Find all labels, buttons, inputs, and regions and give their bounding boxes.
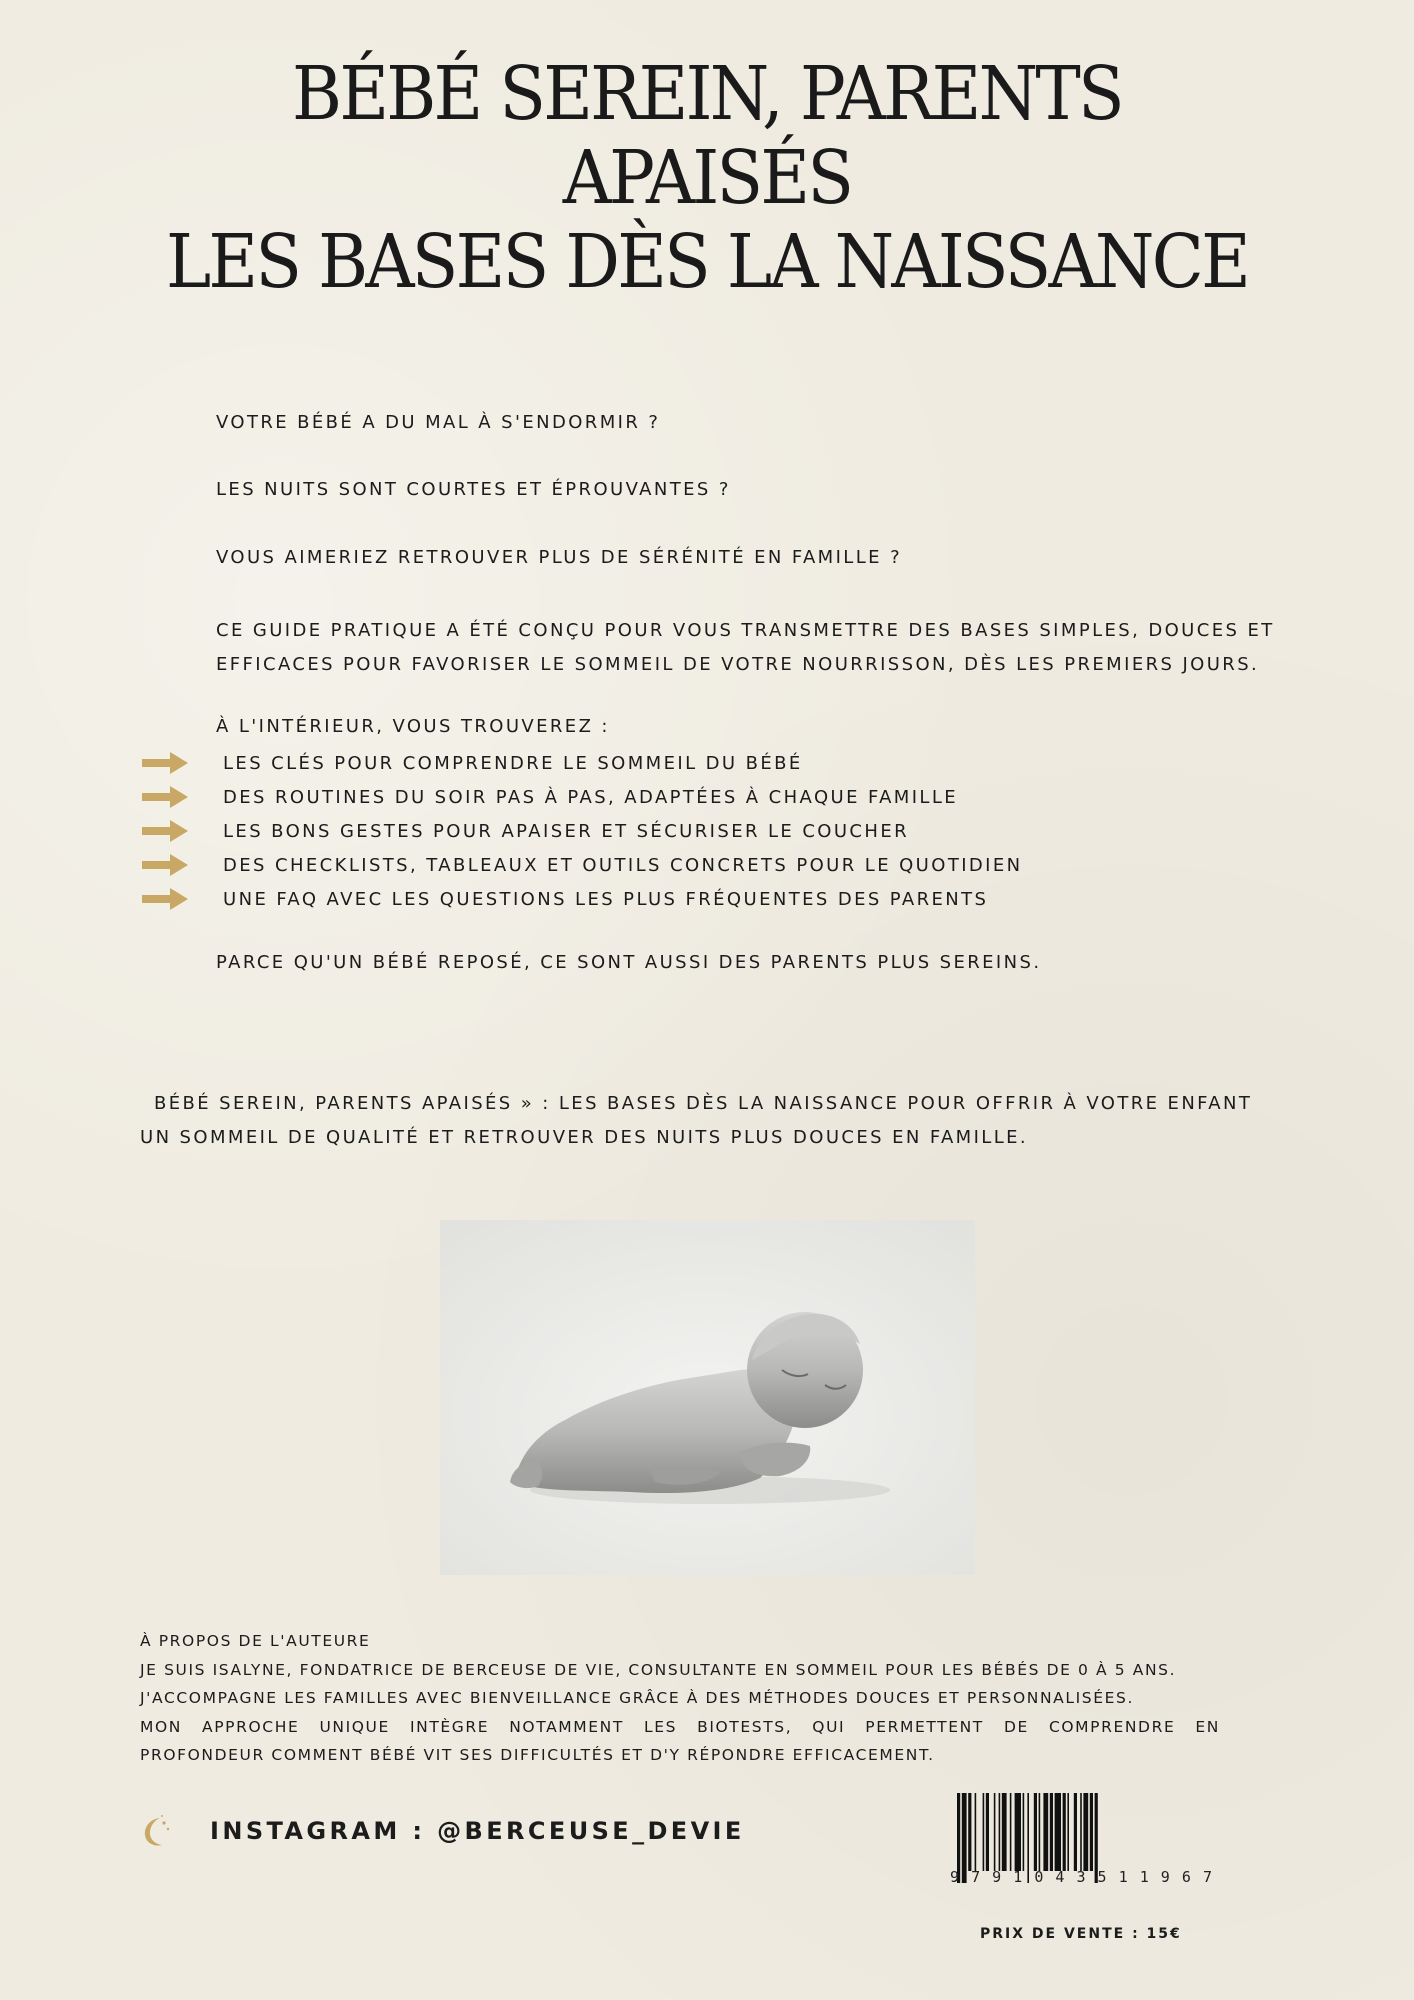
- arrow-right-icon: [140, 751, 190, 775]
- question-3: VOUS AIMERIEZ RETROUVER PLUS DE SÉRÉNITÉ EN FAMILLE ?: [216, 547, 903, 568]
- isbn-number: [950, 1868, 1212, 1886]
- summary-line-2: UN SOMMEIL DE QUALITÉ ET RETROUVER DES NUITS PLUS DOUCES EN FAMILLE.: [140, 1127, 1029, 1148]
- isbn-digit: 7: [971, 1868, 981, 1886]
- barcode-bar: [1034, 1793, 1037, 1871]
- instagram-text[interactable]: INSTAGRAM : @BERCEUSE_DEVIE: [210, 1817, 745, 1845]
- sleeping-baby-photo: [440, 1220, 975, 1575]
- list-item: [140, 814, 1023, 848]
- isbn-digit: 1: [1139, 1868, 1149, 1886]
- barcode-bar: [1090, 1793, 1093, 1871]
- about-line-4: PROFONDEUR COMMENT BÉBÉ VIT SES DIFFICULTÉS ET D'Y RÉPONDRE EFFICACEMENT.: [140, 1746, 935, 1764]
- summary-line-1: BÉBÉ SEREIN, PARENTS APAISÉS » : LES BASES DÈS LA NAISSANCE POUR OFFRIR À VOTRE ENFANT: [154, 1093, 1253, 1114]
- barcode-bar: [1083, 1793, 1088, 1871]
- barcode-bar: [1015, 1793, 1021, 1871]
- isbn-digit: 3: [1076, 1868, 1086, 1886]
- list-item-text: DES CHECKLISTS, TABLEAUX ET OUTILS CONCRETS POUR LE QUOTIDIEN: [223, 854, 1023, 876]
- intro-paragraph: CE GUIDE PRATIQUE A ÉTÉ CONÇU POUR VOUS TRANSMETTRE DES BASES SIMPLES, DOUCES ET EFFICACES POUR FAVORISER LE SOMMEIL DE VOTRE NOURRISSON, DÈS LES PREMIERS JOURS.: [216, 620, 1275, 675]
- barcode-bar: [1002, 1793, 1007, 1871]
- barcode-bar: [975, 1793, 977, 1871]
- list-item: [140, 746, 1023, 780]
- crescent-moon-icon: [140, 1814, 174, 1848]
- barcode-bar: [1039, 1793, 1041, 1871]
- arrow-right-icon: [140, 785, 190, 809]
- barcode-bar: [999, 1793, 1001, 1871]
- title-line-2: APAISÉS: [562, 135, 852, 221]
- about-line-3: MON APPROCHE UNIQUE INTÈGRE NOTAMMENT LES BIOTESTS, QUI PERMETTENT DE COMPRENDRE EN: [140, 1717, 1220, 1736]
- barcode-bar: [986, 1793, 989, 1871]
- barcode-bar: [1023, 1793, 1025, 1871]
- title-line-3: LES BASES DÈS LA NAISSANCE: [165, 219, 1249, 305]
- barcode-bar: [1050, 1793, 1053, 1871]
- arrow-right-icon: [140, 819, 190, 843]
- feature-list: [140, 746, 1023, 916]
- list-item: [140, 848, 1023, 882]
- barcode-bar: [1074, 1793, 1077, 1871]
- isbn-digit: 9: [950, 1868, 960, 1886]
- list-item-text: LES BONS GESTES POUR APAISER ET SÉCURISER LE COUCHER: [223, 820, 910, 842]
- barcode-bar: [1063, 1793, 1066, 1871]
- inside-heading: À L'INTÉRIEUR, VOUS TROUVEREZ :: [216, 716, 610, 737]
- list-item-text: UNE FAQ AVEC LES QUESTIONS LES PLUS FRÉQUENTES DES PARENTS: [223, 888, 989, 910]
- barcode-bar: [1043, 1793, 1048, 1871]
- barcode-bar: [994, 1793, 996, 1871]
- list-item-text: LES CLÉS POUR COMPRENDRE LE SOMMEIL DU BÉBÉ: [223, 752, 803, 774]
- about-author: [140, 1627, 1220, 1770]
- isbn-digit: 0: [1034, 1868, 1044, 1886]
- price-label: PRIX DE VENTE : 15€: [980, 1926, 1182, 1942]
- list-item-text: DES ROUTINES DU SOIR PAS À PAS, ADAPTÉES À CHAQUE FAMILLE: [223, 786, 959, 808]
- barcode-bar: [1010, 1793, 1012, 1871]
- isbn-digit: 9: [1160, 1868, 1170, 1886]
- summary-paragraph: [140, 1087, 1280, 1155]
- list-item: [140, 780, 1023, 814]
- barcode-bar: [1067, 1793, 1069, 1871]
- instagram-handle: [140, 1814, 745, 1848]
- title-line-1: BÉBÉ SEREIN, PARENTS: [292, 51, 1122, 137]
- isbn-digit: 5: [1097, 1868, 1107, 1886]
- barcode-bar: [1055, 1793, 1061, 1871]
- isbn-digit: 1: [1013, 1868, 1023, 1886]
- question-1: VOTRE BÉBÉ A DU MAL À S'ENDORMIR ?: [216, 412, 661, 433]
- list-item: [140, 882, 1023, 916]
- isbn-digit: 7: [1202, 1868, 1212, 1886]
- closing-line: PARCE QU'UN BÉBÉ REPOSÉ, CE SONT AUSSI DES PARENTS PLUS SEREINS.: [216, 952, 1042, 973]
- cover-title: [57, 52, 1358, 304]
- isbn-digit: 6: [1181, 1868, 1191, 1886]
- arrow-right-icon: [140, 887, 190, 911]
- isbn-digit: 4: [1055, 1868, 1065, 1886]
- isbn-digit: 1: [1118, 1868, 1128, 1886]
- isbn-digit: 9: [992, 1868, 1002, 1886]
- barcode-bar: [968, 1793, 971, 1871]
- barcode-bar: [1080, 1793, 1082, 1871]
- about-heading: À PROPOS DE L'AUTEURE: [140, 1632, 371, 1650]
- barcode-bar: [983, 1793, 985, 1871]
- about-line-2: J'ACCOMPAGNE LES FAMILLES AVEC BIENVEILLANCE GRÂCE À DES MÉTHODES DOUCES ET PERSONNALISÉES.: [140, 1689, 1134, 1707]
- arrow-right-icon: [140, 853, 190, 877]
- baby-illustration: [440, 1220, 975, 1575]
- about-line-1: JE SUIS ISALYNE, FONDATRICE DE BERCEUSE DE VIE, CONSULTANTE EN SOMMEIL POUR LES BÉBÉS DE 0 À 5 ANS.: [140, 1660, 1177, 1679]
- question-2: LES NUITS SONT COURTES ET ÉPROUVANTES ?: [216, 479, 731, 500]
